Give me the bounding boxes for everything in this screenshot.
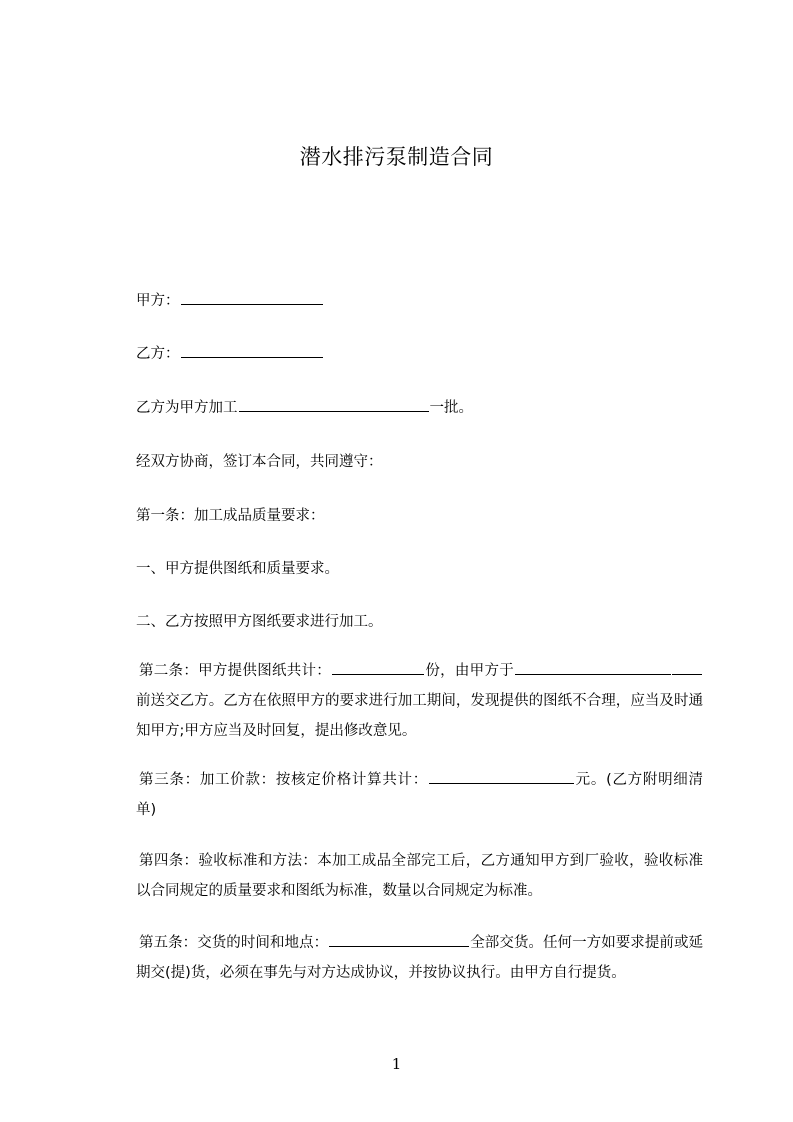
drawings-count-blank [332, 660, 424, 675]
price-total-blank [429, 769, 574, 784]
processing-blank [239, 397, 429, 412]
party-b-label: 乙方： [136, 346, 180, 362]
delivery-place-blank [329, 932, 469, 947]
processing-line [136, 397, 473, 419]
article2-paragraph [136, 656, 703, 746]
agreement-line: 经双方协商，签订本合同，共同遵守： [136, 454, 383, 470]
article1-heading: 第一条：加工成品质量要求： [136, 508, 325, 524]
page-number: 1 [391, 1055, 402, 1073]
party-a-line [136, 290, 324, 312]
article2-part-b: 份，由甲方于 [425, 663, 515, 679]
article3-part-b: 元。(乙方附明细清单) [136, 772, 704, 818]
delivery-date-blank-2 [672, 660, 702, 675]
article2-part-a: 第二条：甲方提供图纸共计： [139, 663, 332, 679]
document-title: 潜水排污泵制造合同 [299, 145, 494, 169]
article1-item1: 一、甲方提供图纸和质量要求。 [136, 561, 339, 577]
delivery-date-blank-1 [515, 660, 671, 675]
party-b-blank [181, 343, 323, 358]
party-b-line [136, 343, 324, 365]
article1-item2: 二、乙方按照甲方图纸要求进行加工。 [136, 614, 383, 630]
party-a-blank [181, 290, 323, 305]
article5-paragraph [136, 928, 703, 988]
article3-part-a: 第三条：加工价款：按核定价格计算共计： [139, 772, 428, 788]
processing-suffix: 一批。 [429, 400, 473, 416]
article5-part-b: 全部交货。任何一方如要求提前或延期交(提)货，必须在事先与对方达成协议，并按协议执行。由甲方自行提货。 [136, 935, 703, 981]
article3-paragraph [136, 765, 703, 825]
article5-part-a: 第五条：交货的时间和地点： [139, 935, 329, 951]
article2-part-c: 前送交乙方。乙方在依照甲方的要求进行加工期间，发现提供的图纸不合理，应当及时通知甲方;甲方应当及时回复，提出修改意见。 [136, 693, 703, 739]
document-body [136, 0, 703, 1122]
party-a-label: 甲方： [136, 293, 180, 309]
processing-prefix: 乙方为甲方加工 [136, 400, 238, 416]
article4-paragraph: 第四条：验收标准和方法：本加工成品全部完工后，乙方通知甲方到厂验收，验收标准以合同规定的质量要求和图纸为标准，数量以合同规定为标准。 [136, 853, 703, 899]
